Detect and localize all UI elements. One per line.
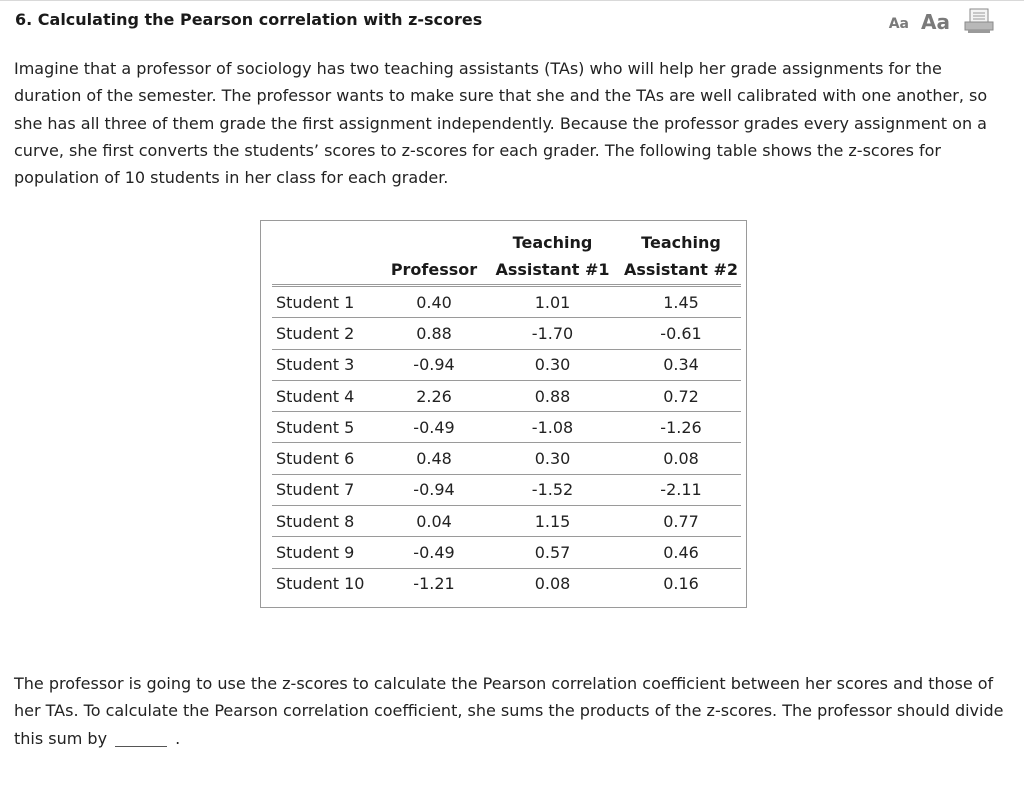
student-label: Student 7: [272, 474, 384, 505]
professor-zscore: -1.21: [413, 574, 455, 594]
ta1-zscore: 0.08: [534, 574, 571, 594]
professor-zscore: -0.94: [384, 349, 484, 380]
header-professor: Professor: [384, 256, 484, 286]
answer-blank-dropdown[interactable]: [115, 730, 167, 747]
table-header-row: [272, 256, 741, 286]
header-ta2-line1: Teaching: [641, 233, 721, 252]
ta2-zscore: -2.11: [621, 474, 741, 505]
ta2-zscore: 0.46: [621, 537, 741, 568]
header-ta2-line2: Assistant #2: [621, 256, 741, 286]
ta1-zscore: -1.08: [484, 412, 621, 443]
student-label: Student 8: [272, 506, 384, 537]
student-label: Student 9: [272, 537, 384, 568]
print-button[interactable]: [964, 8, 994, 34]
student-label: Student 1: [272, 286, 384, 318]
ta1-zscore: 0.30: [484, 443, 621, 474]
table-row: [272, 380, 741, 411]
trailing-period: .: [175, 728, 181, 748]
decrease-text-size-button[interactable]: Aa: [888, 16, 910, 32]
ta2-zscore: 0.72: [621, 380, 741, 411]
printer-icon: [964, 8, 994, 34]
zscore-table: [272, 229, 741, 599]
professor-zscore: 0.48: [384, 443, 484, 474]
ta1-zscore: 0.30: [484, 349, 621, 380]
followup-paragraph: [14, 670, 1014, 752]
table-row: [272, 537, 741, 568]
ta1-zscore: 0.88: [484, 380, 621, 411]
student-label: Student 2: [272, 318, 384, 349]
ta2-zscore: 0.16: [663, 574, 699, 594]
ta2-zscore: -0.61: [621, 318, 741, 349]
table-row: [272, 318, 741, 349]
ta1-zscore: 0.57: [484, 537, 621, 568]
student-label: Student 3: [272, 349, 384, 380]
ta1-zscore: -1.70: [484, 318, 621, 349]
professor-zscore: 0.88: [384, 318, 484, 349]
professor-zscore: -0.49: [384, 412, 484, 443]
table-row: [272, 412, 741, 443]
text-tools: [889, 8, 994, 34]
student-label: Student 10: [276, 574, 365, 594]
header-ta1-line1: Teaching: [512, 233, 593, 252]
student-label: Student 4: [272, 380, 384, 411]
student-label: Student 6: [272, 443, 384, 474]
top-divider: [0, 0, 1024, 1]
table-header-row: [272, 229, 741, 256]
table-row: [272, 568, 741, 599]
ta2-zscore: 0.08: [621, 443, 741, 474]
table-row: [272, 506, 741, 537]
ta2-zscore: -1.26: [621, 412, 741, 443]
header-ta1-line2: Assistant #1: [484, 256, 621, 286]
ta2-zscore: 0.77: [621, 506, 741, 537]
increase-text-size-button[interactable]: Aa: [921, 10, 950, 34]
ta1-zscore: -1.52: [484, 474, 621, 505]
followup-text: The professor is going to use the z-scores to calculate the Pearson correlation coefficient between her scores and those of her TAs. To calculate the Pearson correlation coefficient, she sums the products of the z-scores. The professor should divide this sum by: [14, 674, 1004, 748]
table-row: [272, 443, 741, 474]
professor-zscore: 0.04: [384, 506, 484, 537]
table-row: [272, 474, 741, 505]
question-title: 6. Calculating the Pearson correlation with z-scores: [15, 10, 483, 29]
student-label: Student 5: [272, 412, 384, 443]
ta1-zscore: 1.01: [484, 286, 621, 318]
professor-zscore: -0.49: [384, 537, 484, 568]
professor-zscore: 0.40: [384, 286, 484, 318]
zscore-table-container: [260, 220, 747, 608]
ta1-zscore: 1.15: [484, 506, 621, 537]
intro-paragraph: Imagine that a professor of sociology has two teaching assistants (TAs) who will help her grade assignments for the duration of the semester. The professor wants to make sure that she and the TAs are well calibrated with one another, so she has all three of them grade the first assignment independently. Because the professor grades every assignment on a curve, she first converts the students’ scores to z-scores for each grader. The following table shows the z-scores for population of 10 students in her class for each grader.: [14, 59, 988, 188]
table-row: [272, 286, 741, 318]
ta2-zscore: 1.45: [621, 286, 741, 318]
professor-zscore: 2.26: [384, 380, 484, 411]
table-row: [272, 349, 741, 380]
professor-zscore: -0.94: [384, 474, 484, 505]
ta2-zscore: 0.34: [621, 349, 741, 380]
